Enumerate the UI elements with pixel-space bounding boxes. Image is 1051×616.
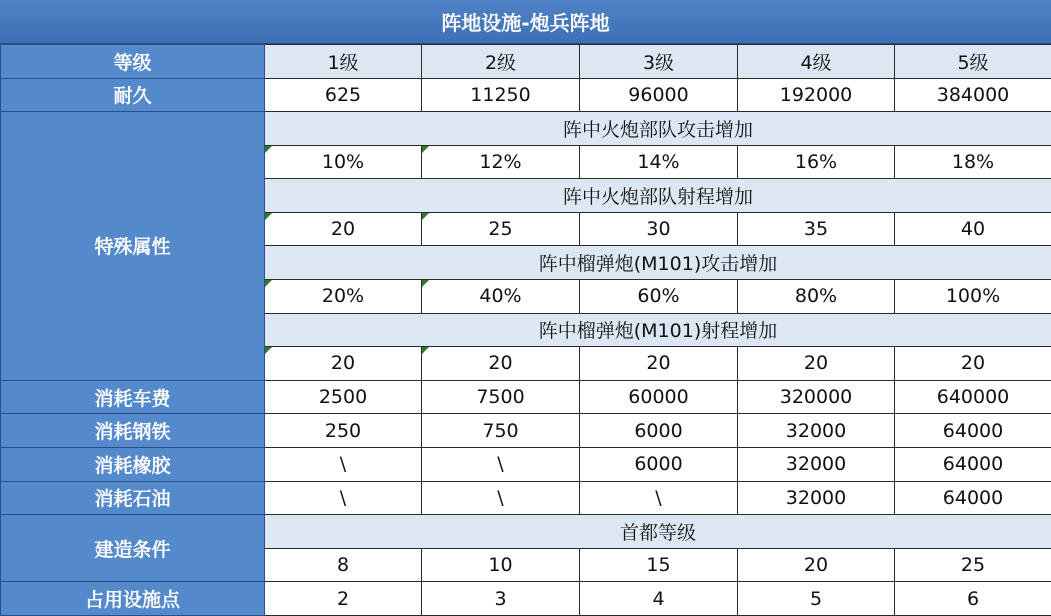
slots-cell: 4: [580, 582, 738, 616]
special-value-cell: [422, 280, 580, 314]
special-value-cell: 20: [895, 347, 1051, 381]
cell-marker: [422, 146, 429, 153]
build-condition-name: 首都等级: [265, 515, 1051, 549]
special-attr-name: 阵中榴弹炮(M101)射程增加: [265, 313, 1051, 347]
slots-label: 占用设施点: [1, 582, 265, 616]
special-value: 12%: [479, 151, 522, 174]
durability-cell: 625: [265, 78, 422, 112]
special-value-cell: 30: [580, 212, 738, 246]
special-value: 25: [488, 218, 513, 241]
durability-label: 耐久: [1, 78, 265, 112]
build-value-cell: 25: [895, 548, 1051, 582]
cost-cell: 6000: [580, 414, 738, 448]
special-value-cell: [422, 145, 580, 179]
cost-cell: \: [265, 481, 422, 515]
cost-rubber-row: [1, 447, 1051, 481]
special-value-cell: [422, 212, 580, 246]
special-value-cell: 40: [895, 212, 1051, 246]
special-value-cell: 20: [738, 347, 895, 381]
cost-cell: \: [265, 447, 422, 481]
stats-table: [0, 44, 1051, 616]
durability-cell: 96000: [580, 78, 738, 112]
special-attr-name: 阵中火炮部队射程增加: [265, 179, 1051, 213]
special-label: 特殊属性: [1, 112, 265, 381]
special-value-cell: 80%: [738, 280, 895, 314]
cost-cell: 7500: [422, 380, 580, 414]
durability-cell: 11250: [422, 78, 580, 112]
cost-cell: 2500: [265, 380, 422, 414]
cost-fee-label: 消耗车费: [1, 380, 265, 414]
cost-oil-label: 消耗石油: [1, 481, 265, 515]
cost-cell: \: [422, 447, 580, 481]
build-header-row: [1, 515, 1051, 549]
cost-steel-label: 消耗钢铁: [1, 414, 265, 448]
build-value-cell: 10: [422, 548, 580, 582]
level-row: [1, 45, 1051, 79]
special-value: 10%: [321, 151, 365, 174]
slots-cell: 6: [895, 582, 1051, 616]
cell-marker: [265, 347, 272, 354]
cost-steel-row: [1, 414, 1051, 448]
special-value: 20: [488, 352, 513, 375]
special-value-cell: [265, 280, 422, 314]
level-cell: 2级: [422, 45, 580, 79]
slots-cell: 2: [265, 582, 422, 616]
durability-cell: 192000: [738, 78, 895, 112]
special-value-cell: 18%: [895, 145, 1051, 179]
build-value-cell: 20: [738, 548, 895, 582]
cost-cell: 320000: [738, 380, 895, 414]
durability-row: [1, 78, 1051, 112]
slots-cell: 3: [422, 582, 580, 616]
slots-row: [1, 582, 1051, 616]
level-cell: 1级: [265, 45, 422, 79]
special-value-cell: 100%: [895, 280, 1051, 314]
level-cell: 5级: [895, 45, 1051, 79]
special-value-cell: 16%: [738, 145, 895, 179]
cell-marker: [422, 213, 429, 220]
cell-marker: [422, 280, 429, 287]
cost-cell: 32000: [738, 414, 895, 448]
cost-cell: 640000: [895, 380, 1051, 414]
cost-cell: 60000: [580, 380, 738, 414]
cost-cell: 64000: [895, 447, 1051, 481]
level-cell: 3级: [580, 45, 738, 79]
cost-cell: 750: [422, 414, 580, 448]
durability-cell: 384000: [895, 78, 1051, 112]
cost-cell: \: [422, 481, 580, 515]
build-value-cell: 8: [265, 548, 422, 582]
special-value-cell: 35: [738, 212, 895, 246]
special-value-cell: 60%: [580, 280, 738, 314]
special-attr-name: 阵中榴弹炮(M101)攻击增加: [265, 246, 1051, 280]
cell-marker: [265, 146, 272, 153]
cost-cell: \: [580, 481, 738, 515]
slots-cell: 5: [738, 582, 895, 616]
special-value: 40%: [479, 285, 522, 308]
special-value: 20: [330, 218, 356, 241]
special-value-cell: [422, 347, 580, 381]
special-header-row: [1, 112, 1051, 146]
build-value-cell: 15: [580, 548, 738, 582]
special-value-cell: [265, 347, 422, 381]
cell-marker: [265, 280, 272, 287]
cost-cell: 32000: [738, 447, 895, 481]
special-value: 20: [330, 352, 356, 375]
special-value: 20%: [321, 285, 365, 308]
special-value-cell: 14%: [580, 145, 738, 179]
cost-cell: 64000: [895, 481, 1051, 515]
build-label: 建造条件: [1, 515, 265, 582]
cost-cell: 32000: [738, 481, 895, 515]
cost-fee-row: [1, 380, 1051, 414]
special-attr-name: 阵中火炮部队攻击增加: [265, 112, 1051, 146]
level-label: 等级: [1, 45, 265, 79]
cost-cell: 250: [265, 414, 422, 448]
table-title: 阵地设施-炮兵阵地: [0, 0, 1051, 44]
cell-marker: [422, 347, 429, 354]
special-value-cell: [265, 212, 422, 246]
special-value-cell: [265, 145, 422, 179]
cost-cell: 6000: [580, 447, 738, 481]
level-cell: 4级: [738, 45, 895, 79]
cost-rubber-label: 消耗橡胶: [1, 447, 265, 481]
cell-marker: [265, 213, 272, 220]
special-value-cell: 20: [580, 347, 738, 381]
cost-oil-row: [1, 481, 1051, 515]
cost-cell: 64000: [895, 414, 1051, 448]
